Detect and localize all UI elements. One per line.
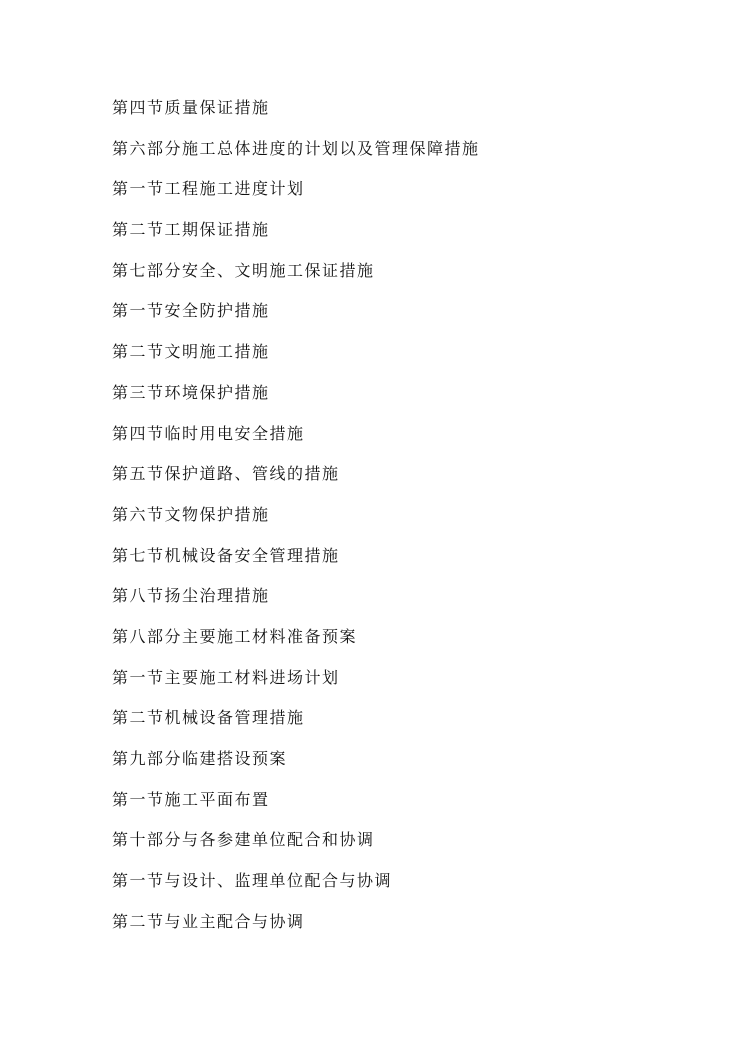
- toc-entry-section-8-dust: 第八节扬尘治理措施: [112, 586, 270, 606]
- toc-list: [112, 96, 480, 950]
- toc-entry-part-10-coordination: 第十部分与各参建单位配合和协调: [112, 830, 375, 850]
- toc-entry-section-6-relics: 第六节文物保护措施: [112, 504, 270, 524]
- toc-entry-section-2-machinery-management: 第二节机械设备管理措施: [112, 708, 305, 728]
- toc-entry-section-1-protection: 第一节安全防护措施: [112, 301, 270, 321]
- toc-entry-part-7-safety: 第七部分安全、文明施工保证措施: [112, 260, 375, 280]
- toc-entry-section-1-layout: 第一节施工平面布置: [112, 789, 270, 809]
- toc-entry-section-1-design-supervision: 第一节与设计、监理单位配合与协调: [112, 871, 393, 891]
- toc-entry-section-3-environment: 第三节环境保护措施: [112, 382, 270, 402]
- toc-entry-section-1-material-entry: 第一节主要施工材料进场计划: [112, 667, 340, 687]
- toc-entry-section-4-electricity: 第四节临时用电安全措施: [112, 423, 305, 443]
- toc-entry-section-2-owner: 第二节与业主配合与协调: [112, 911, 305, 931]
- toc-entry-section-2-civilized: 第二节文明施工措施: [112, 342, 270, 362]
- toc-entry-section-4-quality: 第四节质量保证措施: [112, 98, 270, 117]
- toc-entry-part-6-schedule: 第六部分施工总体进度的计划以及管理保障措施: [112, 138, 480, 158]
- toc-entry-part-8-materials: 第八部分主要施工材料准备预案: [112, 626, 358, 646]
- toc-entry-section-7-machinery-safety: 第七节机械设备安全管理措施: [112, 545, 340, 565]
- toc-entry-section-2-duration: 第二节工期保证措施: [112, 220, 270, 240]
- toc-entry-part-9-temporary: 第九部分临建搭设预案: [112, 749, 288, 768]
- toc-entry-section-1-progress-plan: 第一节工程施工进度计划: [112, 179, 305, 199]
- toc-entry-section-5-roads: 第五节保护道路、管线的措施: [112, 464, 340, 484]
